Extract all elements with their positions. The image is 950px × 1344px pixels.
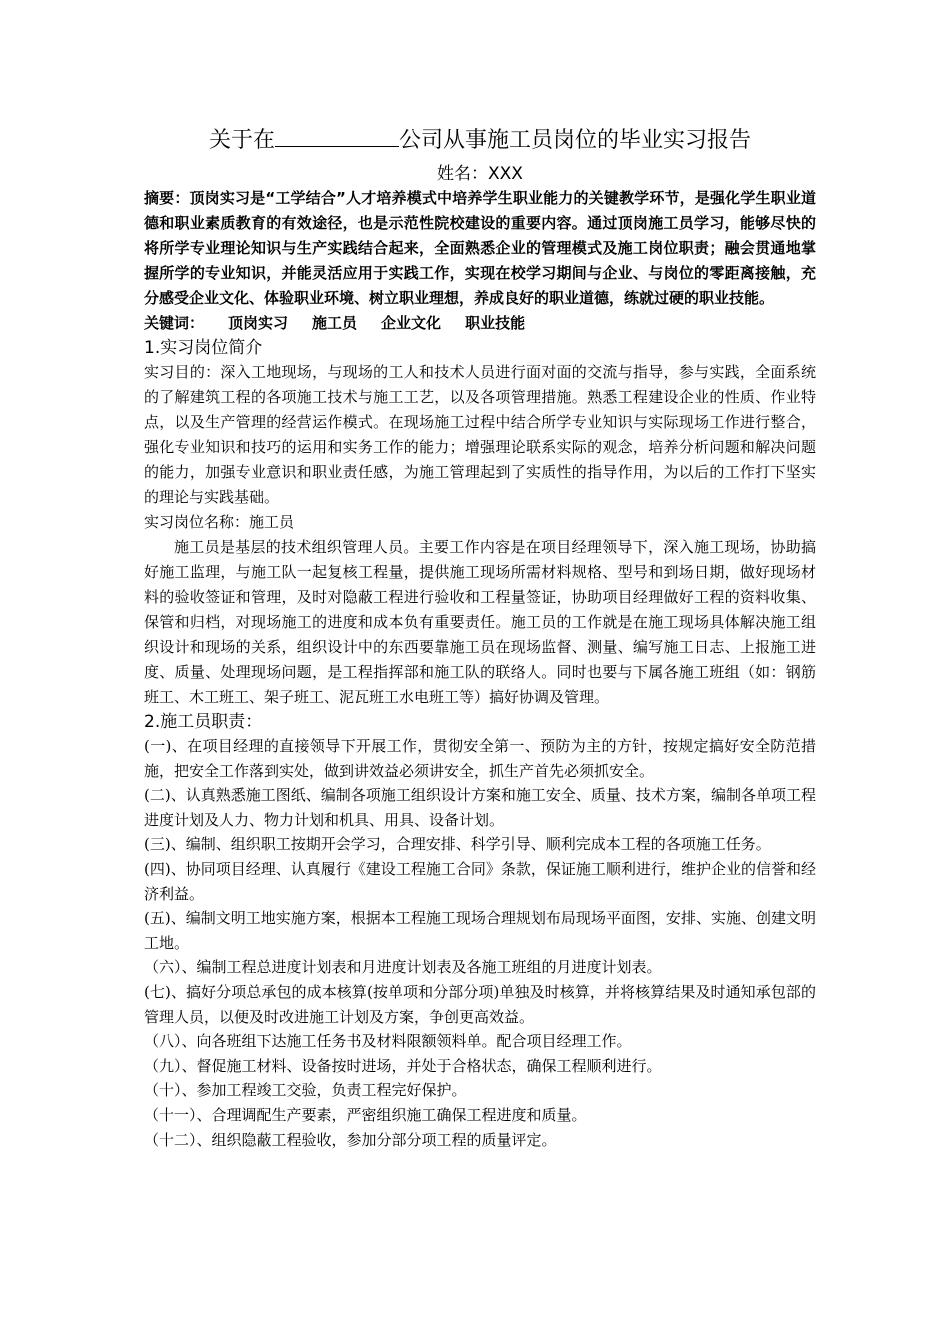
duty-item: (四)、协同项目经理、认真履行《建设工程施工合同》条款，保证施工顺利进行，维护企业的信誉和经济利益。 <box>144 859 816 903</box>
title-prefix: 关于在 <box>208 128 275 153</box>
duty-item: (七)、搞好分项总承包的成本核算(按单项和分部分项)单独及时核算，并将核算结果及时通知承包部的管理人员，以便及时改进施工计划及方案，争创更高效益。 <box>144 982 816 1026</box>
section-heading: 2.施工员职责： <box>144 712 263 732</box>
keywords-line <box>144 311 816 336</box>
duty-item: （十二）、组织隐蔽工程验收，参加分部分项工程的质量评定。 <box>144 1130 557 1149</box>
report-title <box>144 124 816 158</box>
duty-item: （六）、编制工程总进度计划表和月进度计划表及各施工班组的月进度计划表。 <box>144 958 662 977</box>
duty-item: （九）、督促施工材料、设备按时进场，并处于合格状态，确保工程顺利进行。 <box>144 1056 662 1075</box>
position-name: 实习岗位名称：施工员 <box>144 513 295 531</box>
duty-item: (三)、编制、组织职工按期开会学习，合理安排、科学引导、顺利完成本工程的各项施工任务。 <box>144 835 771 854</box>
duty-item: (二)、认真熟悉施工图纸、编制各项施工组织设计方案和施工安全、质量、技术方案，编制各单项工程进度计划及人力、物力计划和机具、用具、设备计划。 <box>144 786 816 829</box>
company-name-blank <box>275 124 399 147</box>
keyword: 顶岗实习 <box>228 314 289 332</box>
duty-item: (一)、在项目经理的直接领导下开展工作，贯彻安全第一、预防为主的方针，按规定搞好安全防范措施，把安全工作落到实处，做到讲效益必须讲安全，抓生产首先必须抓安全。 <box>144 737 816 780</box>
position-description: 施工员是基层的技术组织管理人员。主要工作内容是在项目经理领导下，深入施工现场，协助搞好施工监理，与施工队一起复核工程量，提供施工现场所需材料规格、型号和到场日期，做好现场材料的验收签证和管理，及时对隐蔽工程进行验收和工程量签证，协助项目经理做好工程的资料收集、保管和归档，对现场施工的进度和成本负有重要责任。施工员的工作就是在施工现场具体解决施工组织设计和现场的关系，组织设计中的东西要靠施工员在现场监督、测量、编写施工日志、上报施工进度、质量、处理现场问题，是工程指挥部和施工队的联络人。同时也要与下属各施工班组（如：钢筋班工、木工班工、架子班工、泥瓦班工水电班工等）搞好协调及管理。 <box>144 538 816 706</box>
duty-item: （十一）、合理调配生产要素，严密组织施工确保工程进度和质量。 <box>144 1105 587 1124</box>
keywords-label: 关键词： <box>144 314 205 332</box>
duty-item: （十）、参加工程竣工交验，负责工程完好保护。 <box>144 1081 467 1100</box>
abstract: 摘要：顶岗实习是“工学结合”人才培养模式中培养学生职业能力的关键教学环节，是强化学生职业道德和职业素质教育的有效途径，也是示范性院校建设的重要内容。通过顶岗施工员学习，能够尽快的将所学专业理论知识与生产实践结合起来，全面熟悉企业的管理模式及施工岗位职责；融会贯通地掌握所学的专业知识，并能灵活应用于实践工作，实现在校学习期间与企业、与岗位的零距离接触，充分感受企业文化、体验职业环境、树立职业理想，养成良好的职业道德，练就过硬的职业技能。 <box>144 189 816 307</box>
duty-item: （八）、向各班组下达施工任务书及材料限额领料单。配合项目经理工作。 <box>144 1032 632 1051</box>
keyword: 企业文化 <box>381 314 442 332</box>
internship-purpose: 实习目的：深入工地现场，与现场的工人和技术人员进行面对面的交流与指导，参与实践，全面系统的了解建筑工程的各项施工技术与施工工艺，以及各项管理措施。熟悉工程建设企业的性质、作业特点，以及生产管理的经营运作模式。在现场施工过程中结合所学专业知识与实际现场工作进行整合，强化专业知识和技巧的运用和实务工作的能力；增强理论联系实际的观念，培养分析问题和解决问题的能力，加强专业意识和职业责任感，为施工管理起到了实质性的指导作用，为以后的工作打下坚实的理论与实践基础。 <box>144 363 816 506</box>
duty-item: (五)、编制文明工地实施方案，根据本工程施工现场合理规划布局现场平面图，安排、实施、创建文明工地。 <box>144 909 816 952</box>
title-suffix: 公司从事施工员岗位的毕业实习报告 <box>399 128 752 153</box>
author-line: 姓名：XXX <box>437 164 523 184</box>
document-page <box>144 124 816 1152</box>
keyword: 施工员 <box>312 314 358 332</box>
section-heading: 1.实习岗位简介 <box>144 338 263 358</box>
keyword: 职业技能 <box>465 314 526 332</box>
